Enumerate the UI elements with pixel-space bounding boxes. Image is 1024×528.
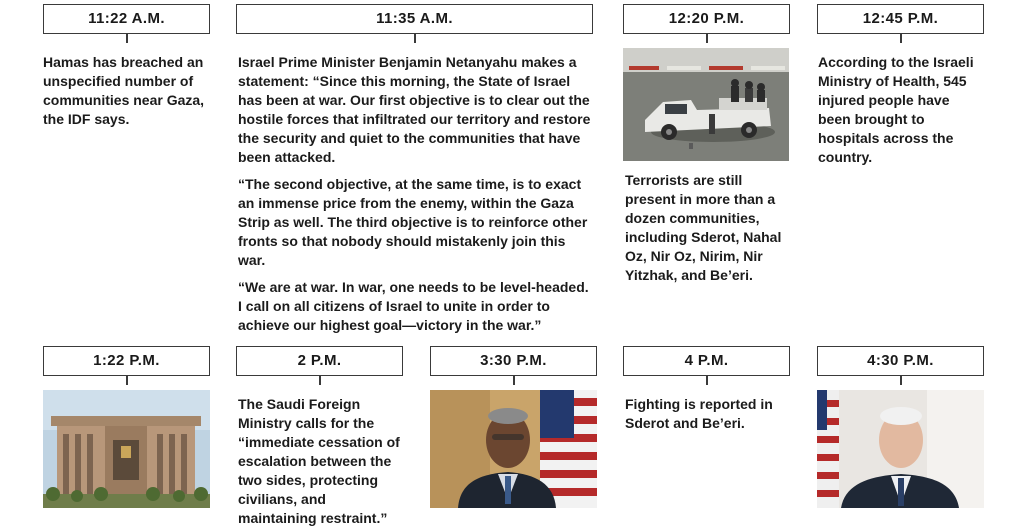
entry-text: “We are at war. In war, one needs to be level-headed. I call on all citizens of Israel to unite in order to achieve our highest goal—victory in the war.” <box>238 279 589 333</box>
entry-text: The Saudi Foreign Ministry calls for the “immediate cessation of escalation between the two sides, protecting civilians, and maintaining restraint.” <box>238 396 400 526</box>
timeline-entry-0430 <box>817 346 984 508</box>
entry-text: Fighting is reported in Sderot and Be’eri. <box>625 396 773 431</box>
time-label: 4:30 P.M. <box>817 346 984 376</box>
speaker-with-flag-photo <box>817 390 984 508</box>
entry-text: “The second objective, at the same time, is to exact an immense price from the enemy, within the Gaza Strip as well. The third objective is to reinforce other fronts so that nobody should mistakenly join this war. <box>238 176 588 268</box>
entry-text: Terrorists are still present in more than a dozen communities, including Sderot, Nahal Oz, Nir Oz, Nirim, Nir Yitzhak, and Be’eri. <box>625 172 782 283</box>
connector-tick <box>319 376 321 385</box>
timeline-entry-0400 <box>623 346 790 433</box>
time-label: 12:45 P.M. <box>817 4 984 34</box>
entry-text: Hamas has breached an unspecified number of communities near Gaza, the IDF says. <box>43 54 205 127</box>
timeline-entry-1245 <box>817 4 984 167</box>
connector-tick <box>414 34 416 43</box>
connector-tick <box>126 376 128 385</box>
connector-tick <box>513 376 515 385</box>
time-label: 2 P.M. <box>236 346 403 376</box>
timeline-entry-0330 <box>430 346 597 508</box>
timeline-entry-0122 <box>43 346 210 508</box>
official-at-podium-with-flag-photo <box>430 390 597 508</box>
connector-tick <box>900 376 902 385</box>
time-label: 3:30 P.M. <box>430 346 597 376</box>
entry-text: Israel Prime Minister Benjamin Netanyahu makes a statement: “Since this morning, the State of Israel has been at war. Our first objective is to clear out the hostile forces that infiltrated our territory and restore the security and quiet to the communities that have been attacked. <box>238 54 591 165</box>
time-label: 11:22 A.M. <box>43 4 210 34</box>
pickup-truck-with-armed-men-photo <box>623 48 789 161</box>
time-label: 12:20 P.M. <box>623 4 790 34</box>
connector-tick <box>706 376 708 385</box>
time-label: 4 P.M. <box>623 346 790 376</box>
connector-tick <box>706 34 708 43</box>
time-label: 11:35 A.M. <box>236 4 593 34</box>
timeline-entry-0200 <box>236 346 403 528</box>
government-building-photo <box>43 390 210 508</box>
entry-text: According to the Israeli Ministry of Health, 545 injured people have been brought to hospitals across the country. <box>818 54 974 165</box>
timeline-entry-1122 <box>43 4 210 129</box>
timeline-entry-1135 <box>236 4 593 335</box>
connector-tick <box>900 34 902 43</box>
connector-tick <box>126 34 128 43</box>
time-label: 1:22 P.M. <box>43 346 210 376</box>
timeline-entry-1220 <box>623 4 790 285</box>
